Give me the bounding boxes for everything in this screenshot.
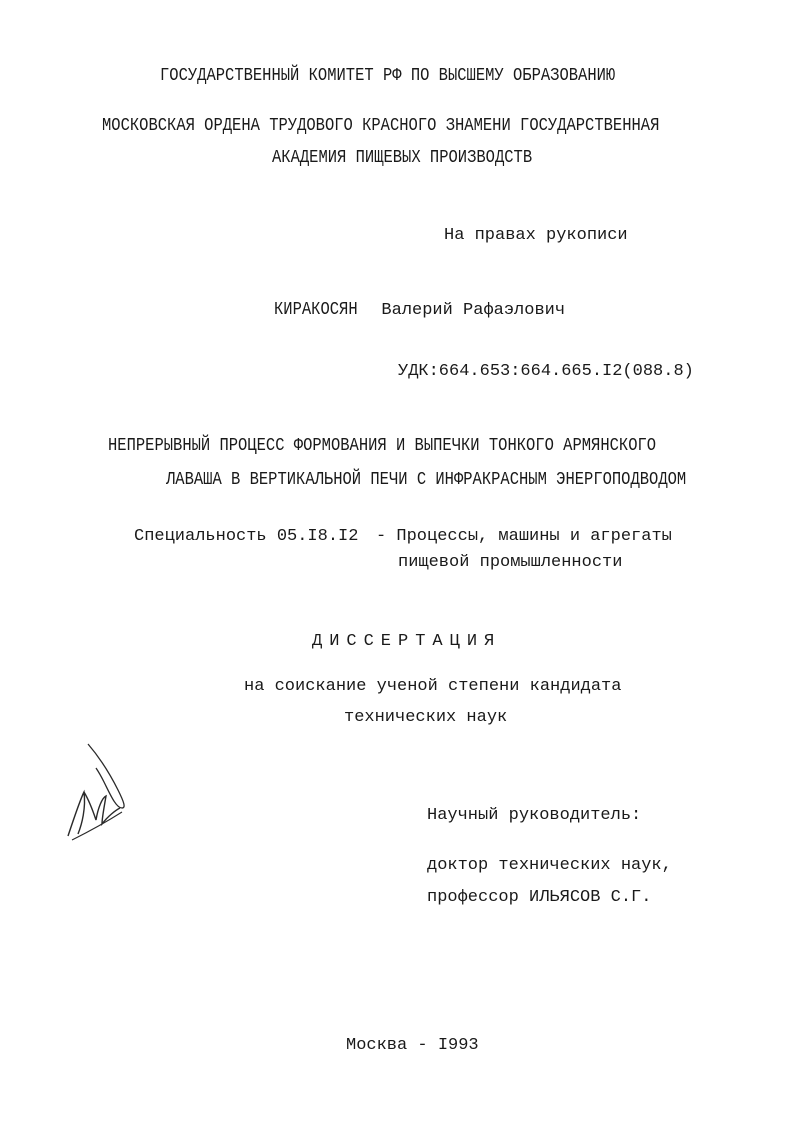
handwritten-signature: [60, 738, 140, 858]
degree-line-1: на соискание ученой степени кандидата: [244, 677, 622, 696]
dissertation-title-line-2: ЛАВАША В ВЕРТИКАЛЬНОЙ ПЕЧИ С ИНФРАКРАСНЫМ ЭНЕРГОПОДВОДОМ: [166, 470, 687, 490]
committee-heading: ГОСУДАРСТВЕННЫЙ КОМИТЕТ РФ ПО ВЫСШЕМУ ОБРАЗОВАНИЮ: [160, 66, 616, 86]
city-year: Москва - I993: [346, 1036, 479, 1055]
academy-line-1: МОСКОВСКАЯ ОРДЕНА ТРУДОВОГО КРАСНОГО ЗНАМЕНИ ГОСУДАРСТВЕННАЯ: [102, 116, 660, 136]
specialty-description-1: - Процессы, машины и агрегаты: [376, 527, 672, 546]
supervisor-label: Научный руководитель:: [427, 806, 642, 825]
academy-line-2: АКАДЕМИЯ ПИЩЕВЫХ ПРОИЗВОДСТВ: [272, 148, 533, 168]
specialty-description-2: пищевой промышленности: [398, 553, 623, 572]
udk-code: УДК:664.653:664.665.I2(088.8): [398, 362, 694, 381]
author-given-names: Валерий Рафаэлович: [381, 301, 566, 320]
dissertation-title-line-1: НЕПРЕРЫВНЫЙ ПРОЦЕСС ФОРМОВАНИЯ И ВЫПЕЧКИ ТОНКОГО АРМЯНСКОГО: [108, 436, 657, 456]
supervisor-title: доктор технических наук,: [427, 856, 672, 875]
specialty-label: Специальность 05.I8.I2: [134, 527, 359, 546]
rights-note: На правах рукописи: [444, 226, 628, 245]
document-type-heading: ДИССЕРТАЦИЯ: [312, 632, 502, 651]
author-surname: КИРАКОСЯН: [274, 300, 358, 320]
author-line: [274, 300, 565, 321]
degree-line-2: технических наук: [344, 708, 508, 727]
supervisor-name: профессор ИЛЬЯСОВ С.Г.: [427, 888, 652, 907]
